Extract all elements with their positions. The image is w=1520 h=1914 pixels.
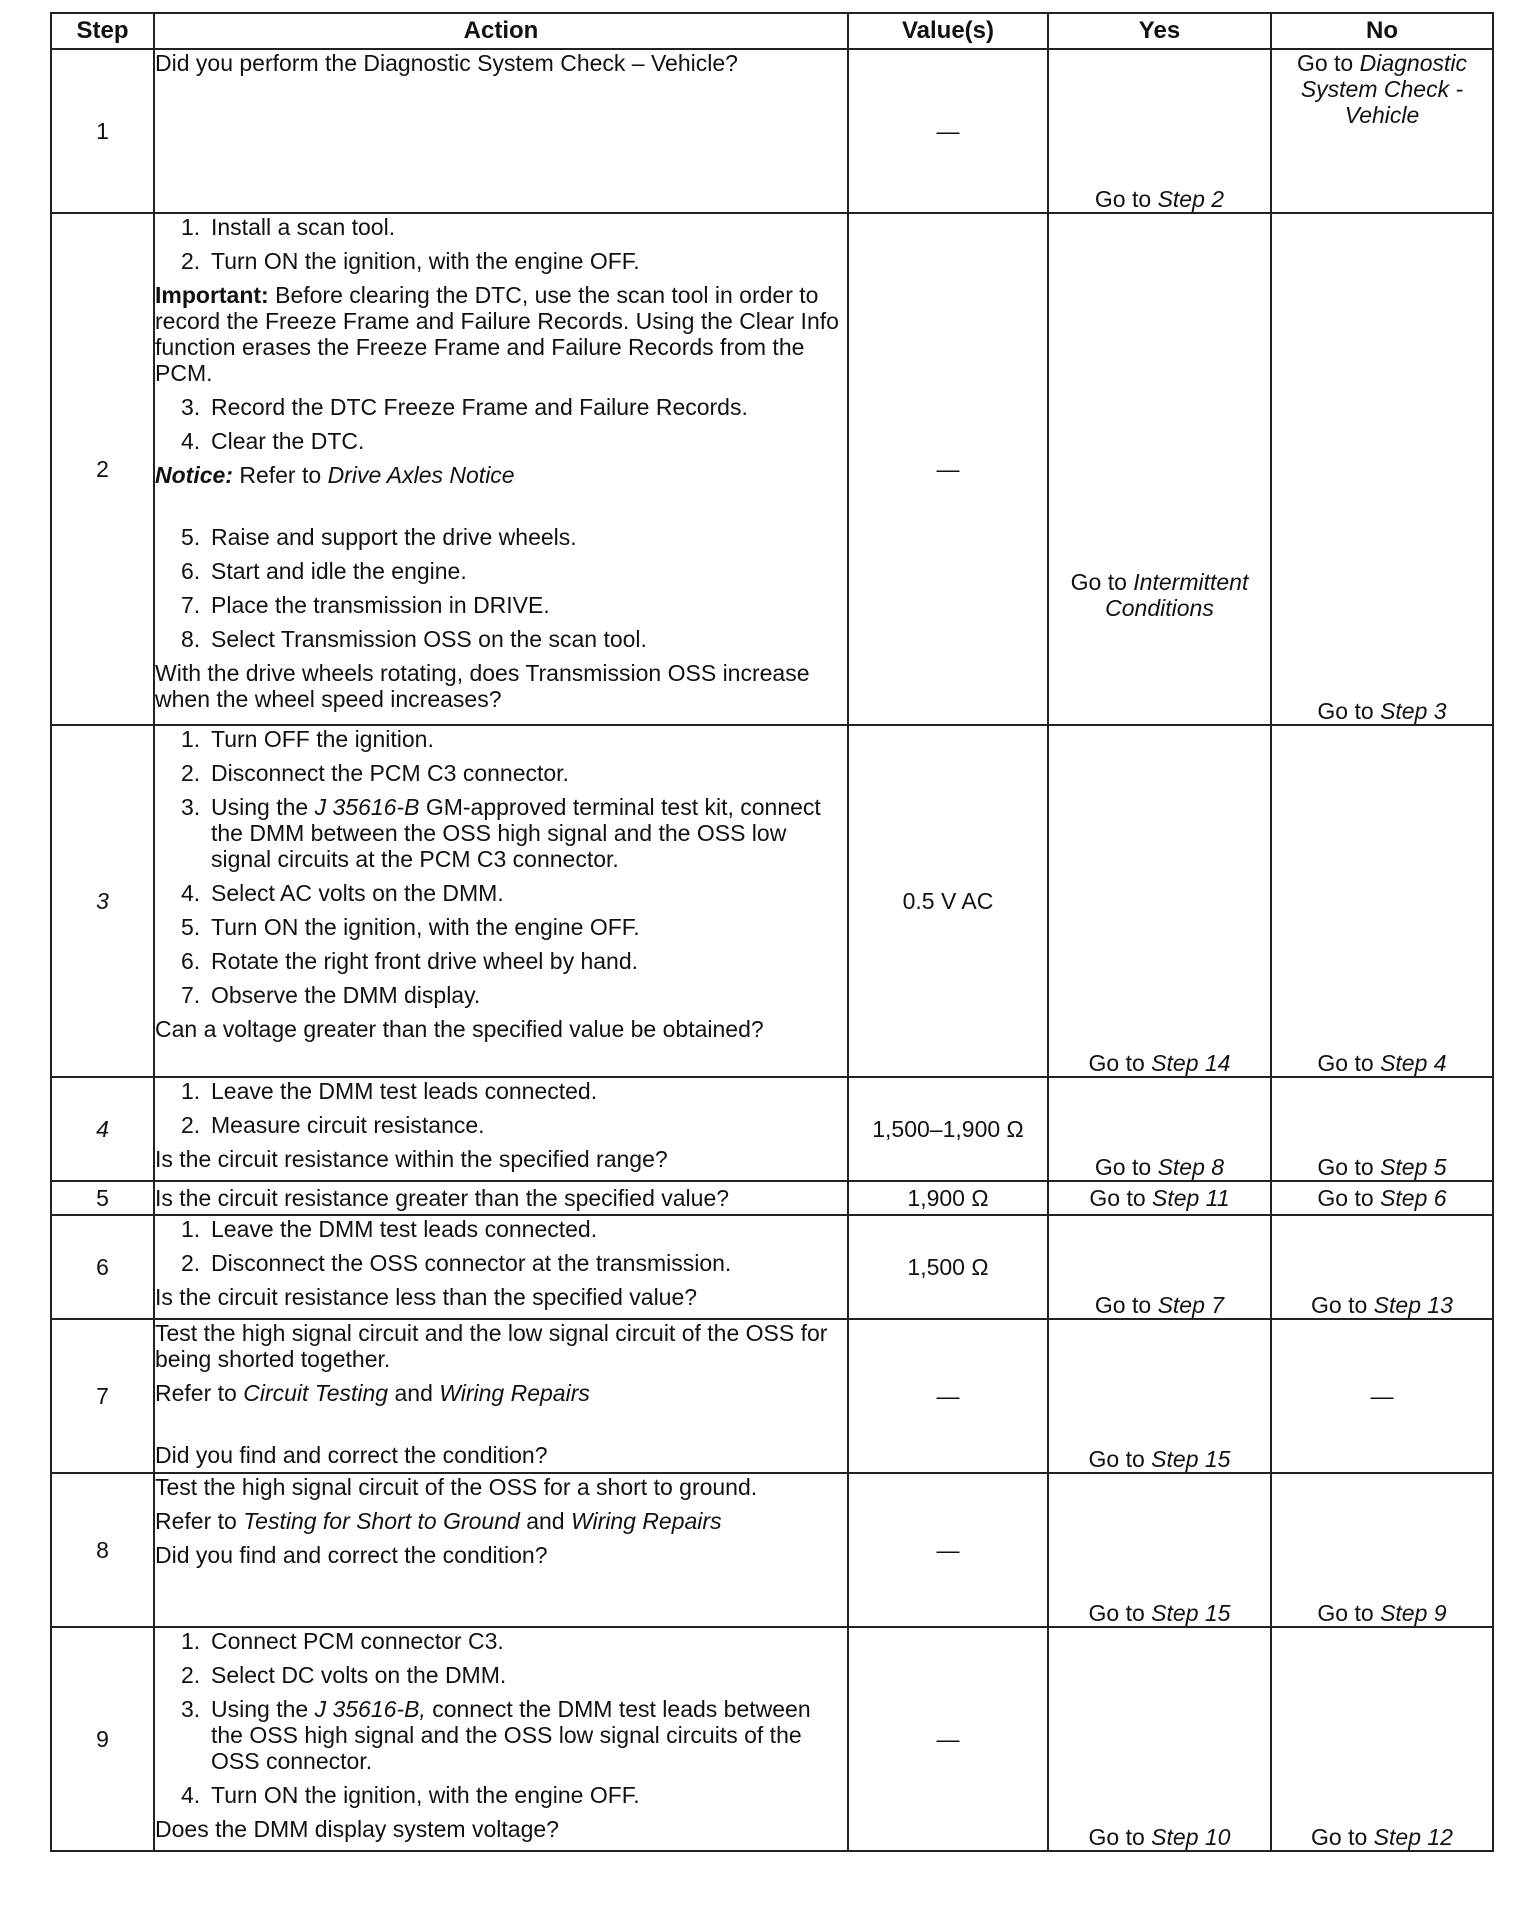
- action-cell: [154, 1319, 848, 1473]
- list-item: 4. Select AC volts on the DMM.: [181, 880, 504, 906]
- question-text: Is the circuit resistance within the specified range?: [155, 1146, 668, 1172]
- step-link[interactable]: Step 7: [1157, 1292, 1225, 1318]
- goto-prefix: Go to: [1089, 1185, 1146, 1211]
- no-cell: [1271, 213, 1493, 725]
- goto-prefix: Go to: [1088, 1600, 1145, 1626]
- goto-prefix: Go to: [1317, 1185, 1374, 1211]
- list-item: 1. Turn OFF the ignition.: [181, 726, 434, 752]
- list-item: 4. Clear the DTC.: [181, 428, 365, 454]
- step-link[interactable]: Step 15: [1151, 1446, 1231, 1472]
- action-cell: [154, 725, 848, 1077]
- step-number: 7: [51, 1319, 154, 1473]
- step-link[interactable]: Step 8: [1157, 1154, 1225, 1180]
- list-item: 5. Raise and support the drive wheels.: [181, 524, 577, 550]
- list-item: 2. Turn ON the ignition, with the engine OFF.: [181, 248, 640, 274]
- list-item: 2. Disconnect the OSS connector at the transmission.: [181, 1250, 732, 1276]
- no-cell: [1271, 725, 1493, 1077]
- action-cell: [154, 1181, 848, 1215]
- yes-cell: [1048, 1473, 1271, 1627]
- goto-prefix: Go to: [1311, 1292, 1368, 1318]
- question-text: Does the DMM display system voltage?: [155, 1816, 559, 1842]
- action-cell: [154, 1077, 848, 1181]
- list-item: 2. Select DC volts on the DMM.: [181, 1662, 507, 1688]
- table-row: [51, 1077, 1493, 1181]
- value-cell: —: [848, 1627, 1048, 1851]
- value-cell: 1,900 Ω: [848, 1181, 1048, 1215]
- diagnostic-table: [50, 12, 1494, 1852]
- step-link[interactable]: Step 3: [1380, 698, 1447, 724]
- step-number: 3: [51, 725, 154, 1077]
- action-cell: [154, 1473, 848, 1627]
- table-row: [51, 1319, 1493, 1473]
- step-number: 6: [51, 1215, 154, 1319]
- goto-prefix: Go to: [1317, 1050, 1374, 1076]
- no-cell: —: [1271, 1319, 1493, 1473]
- goto-prefix: Go to: [1094, 186, 1152, 212]
- goto-prefix: Go to: [1094, 1154, 1152, 1180]
- goto-prefix: Go to: [1088, 1824, 1145, 1850]
- list-item: 6. Start and idle the engine.: [181, 558, 467, 584]
- goto-prefix: Go to: [1088, 1446, 1145, 1472]
- step-number: 8: [51, 1473, 154, 1627]
- header-no: No: [1271, 13, 1493, 49]
- diagnostic-table-sheet: [50, 12, 1492, 1852]
- table-row: [51, 725, 1493, 1077]
- value-cell: —: [848, 213, 1048, 725]
- list-item: 1. Leave the DMM test leads connected.: [181, 1078, 598, 1104]
- yes-cell: [1048, 213, 1271, 725]
- step-link[interactable]: Step 4: [1380, 1050, 1447, 1076]
- no-cell: [1271, 1627, 1493, 1851]
- step-link[interactable]: Step 9: [1380, 1600, 1447, 1626]
- action-cell: [154, 49, 848, 213]
- list-item: 5. Turn ON the ignition, with the engine OFF.: [181, 914, 640, 940]
- yes-cell: [1048, 1077, 1271, 1181]
- question-text: Did you find and correct the condition?: [155, 1542, 548, 1568]
- yes-cell: [1048, 1319, 1271, 1473]
- step-number: 2: [51, 213, 154, 725]
- table-row: [51, 1215, 1493, 1319]
- no-cell: [1271, 1473, 1493, 1627]
- no-cell: [1271, 1181, 1493, 1215]
- header-row: [51, 13, 1493, 49]
- value-cell: —: [848, 49, 1048, 213]
- procedure-link[interactable]: Wiring Repairs: [439, 1380, 590, 1406]
- step-number: 4: [51, 1077, 154, 1181]
- action-cell: [154, 1215, 848, 1319]
- goto-prefix: Go to: [1094, 1292, 1152, 1318]
- yes-cell: [1048, 1181, 1271, 1215]
- notice-link[interactable]: Drive Axles Notice: [327, 462, 515, 488]
- action-cell: [154, 1627, 848, 1851]
- no-cell: [1271, 1077, 1493, 1181]
- notice-note: Notice: Refer to Drive Axles Notice: [155, 462, 515, 488]
- list-item: 7. Place the transmission in DRIVE.: [181, 592, 550, 618]
- step-link[interactable]: Step 12: [1373, 1824, 1453, 1850]
- value-cell: 1,500 Ω: [848, 1215, 1048, 1319]
- yes-cell: [1048, 1215, 1271, 1319]
- goto-prefix: Go to: [1317, 1600, 1374, 1626]
- value-cell: 0.5 V AC: [848, 725, 1048, 1077]
- list-item: 1. Connect PCM connector C3.: [181, 1628, 504, 1654]
- header-action: Action: [154, 13, 848, 49]
- list-item: 1. Leave the DMM test leads connected.: [181, 1216, 598, 1242]
- procedure-link[interactable]: Testing for Short to Ground: [243, 1508, 520, 1534]
- step-link[interactable]: Step 15: [1151, 1600, 1231, 1626]
- question-text: Can a voltage greater than the specified value be obtained?: [155, 1016, 764, 1042]
- list-item: 7. Observe the DMM display.: [181, 982, 481, 1008]
- step-link[interactable]: Step 2: [1157, 186, 1225, 212]
- question-text: Did you find and correct the condition?: [155, 1442, 548, 1468]
- important-note: Important: Before clearing the DTC, use the scan tool in order to record the Freeze Frame and Failure Records. Using the Clear Info function erases the Freeze Frame and Failure Records from the PCM.: [155, 282, 839, 386]
- refer-text: Refer to Circuit Testing and Wiring Repairs: [155, 1380, 590, 1406]
- list-item: 4. Turn ON the ignition, with the engine OFF.: [181, 1782, 640, 1808]
- table-row: [51, 1181, 1493, 1215]
- goto-prefix: Go to: [1070, 569, 1127, 595]
- step-link[interactable]: Step 10: [1151, 1824, 1231, 1850]
- header-step: Step: [51, 13, 154, 49]
- no-cell: [1271, 49, 1493, 213]
- question-text: Did you perform the Diagnostic System Check – Vehicle?: [155, 50, 738, 76]
- list-item: 2. Measure circuit resistance.: [181, 1112, 485, 1138]
- procedure-link[interactable]: Intermittent Conditions: [1105, 569, 1249, 621]
- list-item: 8. Select Transmission OSS on the scan tool.: [181, 626, 647, 652]
- list-item: 3. Using the J 35616-B GM-approved terminal test kit, connect the DMM between the OSS high signal and the OSS low signal circuits at the PCM C3 connector.: [181, 794, 821, 872]
- list-item: 1. Install a scan tool.: [181, 214, 396, 240]
- header-values: Value(s): [848, 13, 1048, 49]
- step-link[interactable]: Step 14: [1151, 1050, 1231, 1076]
- step-number: 1: [51, 49, 154, 213]
- refer-text: Refer to Testing for Short to Ground and Wiring Repairs: [155, 1508, 722, 1534]
- step-number: 9: [51, 1627, 154, 1851]
- value-cell: —: [848, 1319, 1048, 1473]
- table-row: [51, 213, 1493, 725]
- action-text: Test the high signal circuit and the low signal circuit of the OSS for being shorted together.: [155, 1320, 828, 1372]
- table-row: [51, 1627, 1493, 1851]
- list-item: 3. Using the J 35616-B, connect the DMM test leads between the OSS high signal and the OSS low signal circuits of the OSS connector.: [181, 1696, 811, 1774]
- header-yes: Yes: [1048, 13, 1271, 49]
- question-text: With the drive wheels rotating, does Transmission OSS increase when the wheel speed increases?: [155, 660, 810, 712]
- action-cell: [154, 213, 848, 725]
- goto-prefix: Go to: [1296, 50, 1354, 76]
- goto-prefix: Go to: [1317, 698, 1374, 724]
- goto-prefix: Go to: [1311, 1824, 1368, 1850]
- goto-prefix: Go to: [1088, 1050, 1145, 1076]
- question-text: Is the circuit resistance greater than the specified value?: [155, 1185, 730, 1211]
- action-text: Test the high signal circuit of the OSS for a short to ground.: [155, 1474, 758, 1500]
- tool-name: J 35616-B: [314, 794, 420, 820]
- step-link[interactable]: Step 6: [1380, 1185, 1447, 1211]
- list-item: 3. Record the DTC Freeze Frame and Failure Records.: [181, 394, 748, 420]
- yes-cell: [1048, 49, 1271, 213]
- procedure-link[interactable]: Wiring Repairs: [570, 1508, 722, 1534]
- no-cell: [1271, 1215, 1493, 1319]
- value-cell: —: [848, 1473, 1048, 1627]
- value-cell: 1,500–1,900 Ω: [848, 1077, 1048, 1181]
- yes-cell: [1048, 725, 1271, 1077]
- step-link[interactable]: Step 13: [1373, 1292, 1453, 1318]
- list-item: 6. Rotate the right front drive wheel by hand.: [181, 948, 639, 974]
- step-number: 5: [51, 1181, 154, 1215]
- question-text: Is the circuit resistance less than the specified value?: [155, 1284, 698, 1310]
- step-link[interactable]: Step 5: [1380, 1154, 1447, 1180]
- table-row: [51, 49, 1493, 213]
- yes-cell: [1048, 1627, 1271, 1851]
- table-row: [51, 1473, 1493, 1627]
- list-item: 2. Disconnect the PCM C3 connector.: [181, 760, 569, 786]
- tool-name: J 35616-B,: [314, 1696, 426, 1722]
- goto-prefix: Go to: [1317, 1154, 1374, 1180]
- procedure-link[interactable]: Diagnostic System Check - Vehicle: [1300, 50, 1468, 128]
- step-link[interactable]: Step 11: [1152, 1185, 1230, 1211]
- procedure-link[interactable]: Circuit Testing: [243, 1380, 389, 1406]
